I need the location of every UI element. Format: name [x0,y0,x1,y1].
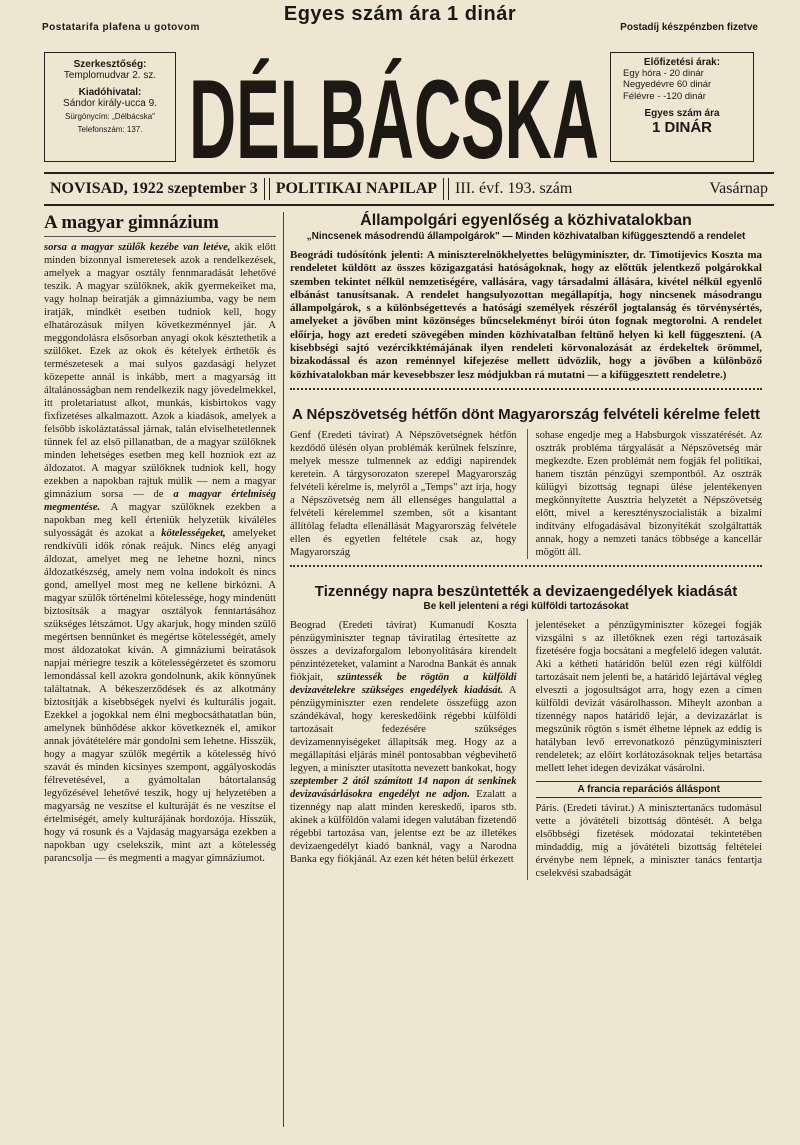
left-article-body [44,241,276,865]
phone-number: Telefonszám: 137. [77,124,143,134]
subscription-half: Félévre - -120 dinár [623,90,706,102]
article1-subtitle: „Nincsenek másodrendü állampolgárok" — Minden közhivatalban kifüggesztendő a rendelet [306,231,746,242]
postal-note: Postatarifa plafena u gotovom [42,22,200,33]
telegram-address: Sürgönycím: „Délbácska" [65,112,155,121]
article1-title: Állampolgári egyenlőség a közhivatalokban [360,212,692,229]
left-article-p1: akik előtt minden bizonnyal ismeretesek azok a rendelkezések, amelyek a magyar osztály fennmaradását lehetővé teszik. A magyar szülőknek, akik gyermekeiket ma, vagy holnap beiratják a gimnáziumba, vagy be nem iratják, mindkét esetben tudniok kell, hogy elhatározásuk milyen következménnyel jár. A meggondolásra elsősorban anyagi okok késztethetik a szülőket. Ezek az okok és kételyek érthetők és természetesek a mai sulyos gazdasági helyzet közepette annál is inkább, mert a magyarság itt általánosságban nem rendelkezik nagy jövedelmekkel, itt proletariatust alkot, munkás, kisbirtokos vagy fixfizetéses alkalmazott. Azok a kiadások, amelyek a felsőbb iskoláztatással járnak, talán elviselhetetlennek tünnek fel az első pillanatban, de a magyar szülőknek minden lehetséges esetben meg kell hozniok ezt az áldozatot. A magyar szülőknek tudniok kell, hogy ezekben a napokban rajtuk múlik — nem a magyar gimnázium sorsa — de [44,242,276,500]
left-article-lead: sorsa a magyar szülők kezébe van letéve, [44,242,231,253]
left-article-emph1: a magyar értelmiség megmentése. [44,489,276,513]
weekday: Vasárnap [709,180,768,197]
short-news-body: Páris. (Eredeti távirat.) A minisztertanács tudomásul vette a jóvátételi bizottság döntését. A belga elsőbbségi fizetések módozatai tekintetében mindaddig, míg a jóvátételi bizottság feltételei érvénybe nem lépnek, a miniszter tanács fentartja cselekvési szabadságát [535,802,762,879]
masthead-strip [0,0,800,34]
article3-col1a: Beograd (Eredeti távirat) Kumanudi Koszta pénzügyminiszter tegnap táviratilag értesítette az összes a devizaforgalom lebonyolítására kirendelt pénzintézeteket, valamint a Narodna Bankát és annak fiókjait, [290,619,517,683]
article3-col1f: Az ezen két héten belül érkezett [379,853,514,865]
article3-title: Tizennégy napra beszüntették a devizaengedélyek kiadását [314,582,738,600]
single-price: 1 DINÁR [651,119,712,137]
article3-col1 [290,619,517,866]
article1-body: Beográdi tudósítónk jelenti: A miniszterelnökhelyettes belügyminiszter, dr. Timotijevics Koszta ma rendeletet küldött az összes közigazgatási hatóságoknak, hogy az előttük jelentkező polgárokkal szemben tekintet nélkül nemzetiségére, vallására, vagy társadalmi állására, kivétel nélkül egyenlő elbánást tanusítsanak. A rendelet hangsulyozottan megállapítja, hogy nincsenek másodrangu állampolgárok, s a különbségettevés a hatósági személyek részéről jogtalanság és törvénysértés, amelyeket a jövőben mint közönséges bűncselekményt bírói úton fognak megtorolni. A rendelet előírja, hogy azt eredeti szövegében minden közhivatalban feltünő helyen ki kell függeszteni. (A kisebbségi sajtó vezércikktémájának ilyen rendeleti körvonalozását az érdekeltek örömmel, bizakodással és azon reménnyel kifejezése mellett üdvözlik, hogy a jövőben a különböző közhivatalokban már kevesebbszer lesz módjukban rá mutatni — a kifüggesztett rendeletre.) [290,249,762,381]
dateline [44,172,774,206]
subscription-month: Egy hóra - 20 dinár [623,68,704,79]
left-column-article [44,212,276,1127]
article3-col1c: A pénzügyminiszter ezen rendelete összefügg azon szándékával, hogy kereskedőink régebbi külföldi tartozásait fedezésére szükséges devizamennyiségeket állapítsák meg. Hogy az a megállapítási eljárás minél pontosabban végbevihető legyen, a miniszter utasította nevezett bankokat, hogy [290,684,517,774]
short-news-title: A francia reparációs álláspont [536,781,763,798]
editorial-address: Templomudvar 2. sz. [63,70,157,81]
newspaper-logo [184,40,604,170]
subscription-quarter: Negyedévre 60 dinár [623,79,712,91]
place-date: NOVISAD, 1922 szeptember 3 [50,180,258,197]
article3-col1b: szüntessék be rögtön a külföldi devizavételekre szükséges engedélyek kiadását. [290,671,517,696]
paper-type: POLITIKAI NAPILAP [275,180,438,197]
article2-title: A Népszövetség hétfőn dönt Magyarország felvételi kérelme felett [292,405,760,423]
subscription-box [610,52,754,162]
left-article-emph2: kötelességeket, [161,528,226,539]
office-label: Kiadóhivatal: [78,87,142,98]
article2-columns [290,429,762,559]
right-news-area [290,212,762,1127]
subscription-title: Előfizetési árak: [643,57,721,68]
article3-col2a: jelentéseket a pénzügyminiszter közegei fogják vizsgálni s az illetőknek ezen régi tartozásaik fizetésére fogja bocsátani a megfelelő idegen valutát. [535,619,762,657]
left-article-p3: amelyeket rendkívüli idők rónak reájuk. Nincs elég anyagi áldozat, amelyet meg ne lehetne hozni, nincs áldozatkészség, amely nem volna indokolt és nincs gond, amellyel most meg ne kellene birkózni. A magyar szülők történelmi kötelessége, hogy mindenütt biztosítsák a magyar osztályok fenntartásához szükséges létszámot. Ugy akarjuk, hogy minden szülő megértsen bennünket és megértse kötelességét, amely most áldozatokat kíván. A gimnáziumi beiratások napjai mériegre teszik a kötelességérzetet és szomoru lemondással kell azokra gondolnunk, akik könnyűnek találtatnak. A békeszerződések és az alkotmány biztosítják a kisebbségek nyelvi és kulturális jogait. Ezekkel a jogokkal nem élni megbocsáthatatlan bün, amelynek bünhődése akkor következnék el, amikor annak jóvátételére már gondolni sem lehetne. Hisszük, hogy a magyar szülők megértik a kötelesség hívó szavát és minden kicsinyes szempont, aggályoskodás félrevetésével, a gyámoltalan bátortalanság legyőzésével lehetővé teszik, hogy uj helyzetében a magyarság ne veszítse el kulturáját és ne veszítse el értelmiségét, amely kulturájának hordozója. Hisszük, hogy vá rosunk és a Vajdaság magyarsága ezekben a napokban ugy cselekszik, mint azt a kötelesség parancsolja — és megmenti a magyar gimnáziumot. [44,528,276,864]
left-article-p2: A magyar szülőknek ezekben a napokban meg kell érteniük helyzetük kiváléles sulyosságát és azokat a [44,502,276,539]
postage-note: Postadíj készpénzben fizetve [620,22,758,33]
article2-col2: sohase engedje meg a Habsburgok visszatérését. Az osztrák probléma tárgyalását a Népszövetség már megkezdte. Ezen problémát nem fogják fel politikai, hanem tisztán pénzügyi szempontból. Az osztrák külügyi bizottság tegnapi ülése jelentékenyen megkönnyítette Ausztria helyzetét a Népszövetség előtt, mivel a keresztényszocialisták a bizalmi indítvány elfogadásával bizonyítékát szolgáltatták annak, hogy a nemzeti tanács többsége a kancellár mögött áll. [535,429,762,558]
dotted-divider [290,388,762,400]
editorial-label: Szerkesztőség: [73,59,147,70]
article3-col1d: szeptember 2 ától számított 14 napon át senkinek devizavásárlásokra engedélyt ne adjon. [290,775,517,800]
logo-text: DÉLBÁCSKA [189,57,599,170]
dotted-divider [290,565,762,577]
issue-number: III. évf. 193. szám [455,180,573,197]
single-issue-price-banner: Egyes szám ára 1 dinár [283,3,517,25]
office-address: Sándor király-ucca 9. [63,98,157,109]
article3-col2b: Aki a kétheti határidőn belül ezen régi külföldi tartozásait nem jelenti be, a határidő lejártával végleg elveszti a jogosultságot arra, hogy ezen a címen külföldi devizát vásárolhasson. Miheylt azonban a tizennégy napos határidő lejár, a devizazárlat is megszünik rögtön s ismét élhetne lépnek az eddig is hatályban levő errevonatkozó pénzügyminiszteri rendeletek; az előírt korlátozásoknak teljes betartása mellett lehet idegen devizákat vásárolni. [535,658,762,774]
single-price-label: Egyes szám ára [644,108,720,120]
left-article-title: A magyar gimnázium [44,212,276,237]
article3-columns [290,619,762,880]
article2-col1: Genf (Eredeti távirat) A Népszövetségnek hétfőn kezdődő ülésén olyan problémák kerülnek felszínre, melyek messze tulmennek az eddigi napirendek keretein. A tárgysorozaton szerepel Magyarország felvételi kérelme is, melyről a „Temps" azt írja, hogy a Népszövetség nem áll ellenséges hangulattal a felvételi kérelemmel szemben, sőt a kisantant állítólag feladta ellenállását Magyarország felvétele ellen és egyetlen feltétele csak az, hogy Magyarország [290,429,517,558]
article3-col1e: Ezalatt a tizennégy nap alatt minden kereskedő, iparos stb. akinek a külföldön valami idegen valutában fizetendő régebbi tartozása van, jelentse ezt be az illetékes devizaengedélyt kiadó banknál, vagy a Narodna Banka egy fiókjánál. [290,788,517,865]
article3-subtitle: Be kell jelenteni a régi külföldi tartozásokat [423,600,629,612]
column-rule [283,212,284,1127]
article3-col2 [536,619,763,775]
editorial-info-box [44,52,176,162]
